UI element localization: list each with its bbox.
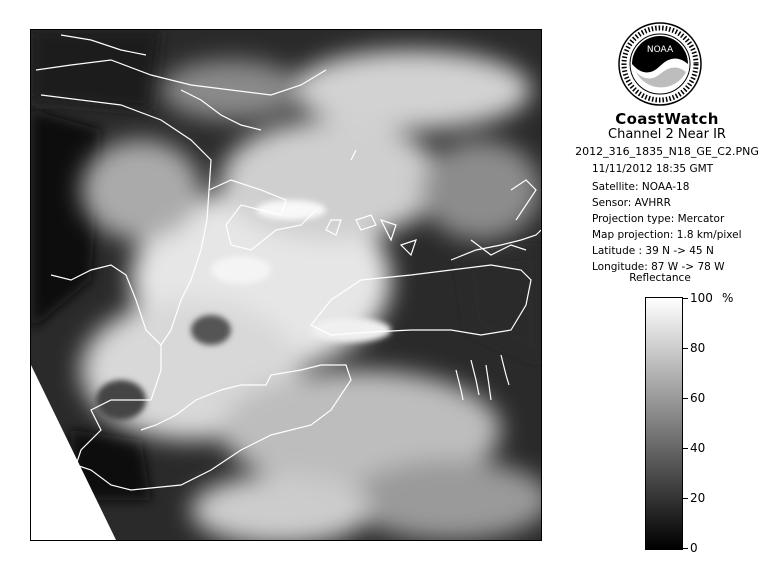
colorbar-tick	[683, 348, 688, 349]
longitude-text: Longitude: 87 W -> 78 W	[592, 261, 725, 273]
map-projection-text: Map projection: 1.8 km/pixel	[592, 229, 742, 241]
colorbar-tick-label: 40	[690, 441, 706, 455]
colorbar	[645, 297, 683, 550]
colorbar-label: Reflectance	[629, 272, 691, 284]
sensor-text: Sensor: AVHRR	[592, 197, 671, 209]
colorbar-tick	[683, 298, 688, 299]
logo-text: NOAA	[646, 45, 674, 55]
colorbar-unit: %	[722, 291, 734, 305]
colorbar-tick-label: 0	[690, 541, 698, 555]
colorbar-tick-label: 80	[690, 341, 706, 355]
colorbar-tick-label: 60	[690, 391, 706, 405]
product-title: CoastWatch	[615, 110, 719, 128]
colorbar-tick-label: 20	[690, 491, 706, 505]
satellite-text: Satellite: NOAA-18	[592, 181, 690, 193]
satellite-imagery-svg	[31, 30, 541, 540]
colorbar-tick	[683, 398, 688, 399]
file-name: 2012_316_1835_N18_GE_C2.PNG	[575, 145, 759, 158]
colorbar-tick-label: 100	[690, 291, 713, 305]
channel-name: Channel 2 Near IR	[608, 127, 726, 142]
colorbar-tick	[683, 448, 688, 449]
datetime-text: 11/11/2012 18:35 GMT	[592, 163, 714, 175]
satellite-image	[30, 29, 542, 541]
colorbar-tick	[683, 548, 688, 549]
projection-type-text: Projection type: Mercator	[592, 213, 725, 225]
colorbar-tick	[683, 498, 688, 499]
noaa-logo	[618, 22, 702, 106]
latitude-text: Latitude : 39 N -> 45 N	[592, 245, 714, 257]
